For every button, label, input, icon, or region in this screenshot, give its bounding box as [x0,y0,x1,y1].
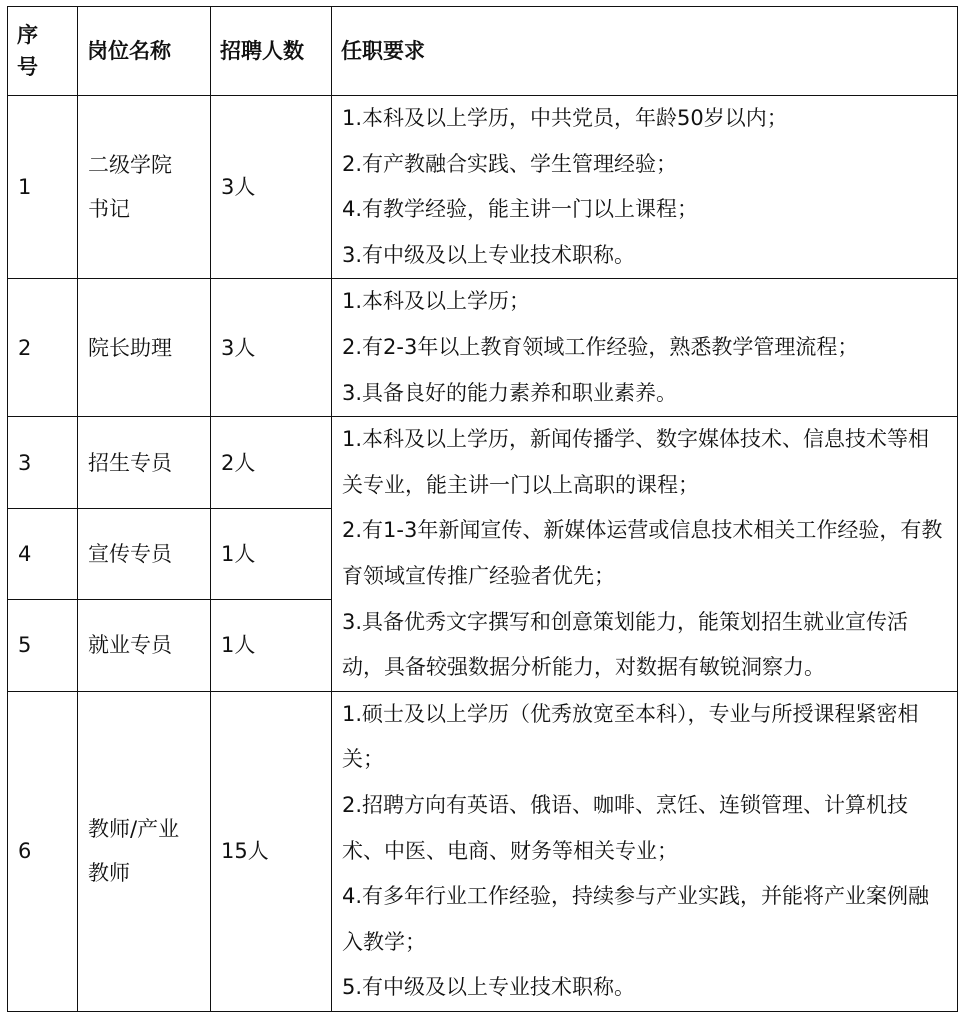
row-requirements [332,691,958,1011]
requirement-line: 1.本科及以上学历，中共党员，年龄50岁以内； [342,106,788,130]
row-count: 2人 [211,417,332,509]
requirement-line: 4.有教学经验，能主讲一门以上课程； [342,197,699,222]
row-count: 1人 [211,599,332,691]
table-header [8,7,958,96]
header-title: 岗位名称 [78,7,211,96]
table-row [8,691,958,1011]
row-title: 二级学院书记 [78,96,211,279]
requirement-line: 3.有中级及以上专业技术职称。 [342,242,636,267]
row-requirements [332,96,958,279]
requirement-line: 4.有多年行业工作经验，持续参与产业实践，并能将产业案例融入教学； [342,884,930,954]
requirement-line: 2.有2-3年以上教育领域工作经验，熟悉教学管理流程； [342,334,859,359]
header-requirements: 任职要求 [332,7,958,96]
row-count: 1人 [211,509,332,600]
requirement-line: 5.有中级及以上专业技术职称。 [342,975,636,1000]
row-title: 招生专员 [78,417,211,509]
header-row [8,7,958,96]
requirement-line: 3.具备优秀文字撰写和创意策划能力，能策划招生就业宣传活动，具备较强数据分析能力，对数据有敏锐洞察力。 [342,609,909,680]
shared-requirements [332,417,958,692]
recruitment-table-container [7,6,957,1012]
row-count: 15人 [211,691,332,1011]
row-title: 就业专员 [78,599,211,691]
requirement-line: 1.硕士及以上学历（优秀放宽至本科），专业与所授课程紧密相关； [342,701,919,772]
requirement-line: 1.本科及以上学历，新闻传播学、数字媒体技术、信息技术等相关专业，能主讲一门以上高职的课程； [342,427,930,497]
row-count: 3人 [211,279,332,417]
row-no: 2 [8,279,78,417]
recruitment-table [7,6,958,1012]
table-row [8,417,958,509]
row-title: 院长助理 [78,279,211,417]
header-no: 序号 [8,7,78,96]
row-title: 教师/产业教师 [78,691,211,1011]
row-no: 5 [8,599,78,691]
requirement-line: 1.本科及以上学历； [342,289,531,314]
row-no: 6 [8,691,78,1011]
row-requirements [332,279,958,417]
row-count: 3人 [211,96,332,279]
requirement-line: 2.有产教融合实践、学生管理经验； [342,151,678,176]
table-row [8,279,958,417]
row-no: 3 [8,417,78,509]
header-count: 招聘人数 [211,7,332,96]
requirement-line: 2.有1-3年新闻宣传、新媒体运营或信息技术相关工作经验，有教育领域宣传推广经验者优先； [342,518,943,588]
row-title: 宣传专员 [78,509,211,600]
row-no: 1 [8,96,78,279]
requirement-line: 2.招聘方向有英语、俄语、咖啡、烹饪、连锁管理、计算机技术、中医、电商、财务等相关专业； [342,792,909,863]
table-row [8,96,958,279]
row-no: 4 [8,509,78,600]
requirement-line: 3.具备良好的能力素养和职业素养。 [342,380,678,405]
